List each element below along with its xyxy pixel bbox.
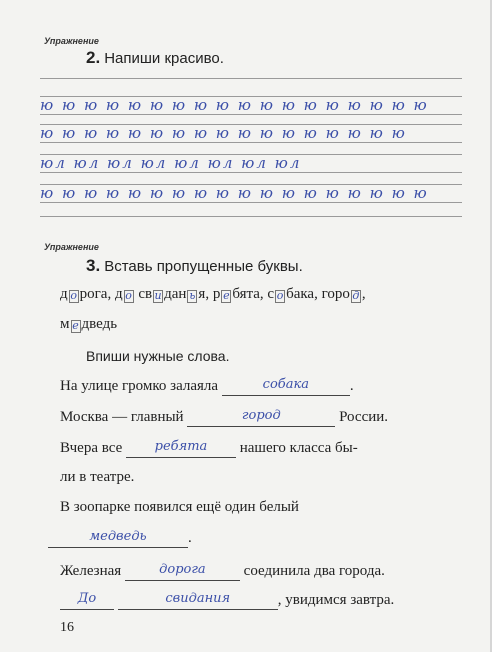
writing-line <box>40 114 462 115</box>
letter-box[interactable]: о <box>276 289 284 302</box>
page-number: 16 <box>60 620 74 635</box>
handwriting-row: юл юл юл юл юл юл юл юл <box>40 154 302 172</box>
missing-letters-line-2: м е дведь <box>60 316 118 332</box>
answer-blank[interactable]: город <box>187 409 335 427</box>
exercise-3-label: Упражнение <box>44 242 99 252</box>
writing-line <box>40 202 462 203</box>
sentence-2: Москва — главный город России. <box>60 408 389 425</box>
handwriting-row: ю ю ю ю ю ю ю ю ю ю ю ю ю ю ю ю ю <box>40 124 407 142</box>
exercise-2-title <box>86 48 224 68</box>
handwriting-row: ю ю ю ю ю ю ю ю ю ю ю ю ю ю ю ю ю ю <box>40 184 429 202</box>
sentence-6: До свидания , увидимся завтра. <box>60 592 394 610</box>
letter-box[interactable]: е <box>223 289 230 302</box>
letter-box[interactable]: о <box>125 289 132 302</box>
sentence-4-answer: медведь . <box>48 530 192 548</box>
letter-box[interactable]: д <box>352 289 360 302</box>
writing-line <box>40 216 462 217</box>
answer-blank[interactable]: дорога <box>125 563 240 581</box>
exercise-2-instruction: Напиши красиво. <box>104 50 224 67</box>
letter-box[interactable]: о <box>70 289 77 302</box>
handwriting-row: ю ю ю ю ю ю ю ю ю ю ю ю ю ю ю ю ю ю <box>40 96 429 114</box>
writing-line <box>40 172 462 173</box>
answer-blank[interactable]: собака <box>222 378 350 396</box>
exercise-3-title <box>86 256 303 276</box>
exercise-2-label: Упражнение <box>44 36 99 46</box>
sentence-5: Железная дорога соединила два города. <box>60 562 385 579</box>
writing-line <box>40 78 462 79</box>
answer-blank[interactable]: медведь <box>48 530 188 548</box>
exercise-2-number: 2. <box>86 48 101 67</box>
sentence-3: Вчера все ребята нашего класса бы- <box>60 439 358 456</box>
sentence-3-continued: ли в театре. <box>60 469 135 485</box>
missing-letters-line-1: д о рога, д о св и дан ь я, р е бята, с о бака, горо д , <box>60 286 366 302</box>
writing-line <box>40 142 462 143</box>
letter-box[interactable]: е <box>72 319 79 332</box>
exercise-3-number: 3. <box>86 256 101 275</box>
sentence-4: В зоопарке появился ещё один белый <box>60 499 299 515</box>
sentence-1: На улице громко залаяла собака . <box>60 377 354 394</box>
answer-blank[interactable]: свидания <box>118 592 278 610</box>
answer-blank[interactable]: До <box>60 592 114 610</box>
insert-words-subtitle: Впиши нужные слова. <box>86 348 230 364</box>
answer-blank[interactable]: ребята <box>126 440 236 458</box>
exercise-3-instruction: Вставь пропущенные буквы. <box>104 258 303 275</box>
letter-box[interactable]: ь <box>189 289 196 302</box>
letter-box[interactable]: и <box>154 289 162 302</box>
